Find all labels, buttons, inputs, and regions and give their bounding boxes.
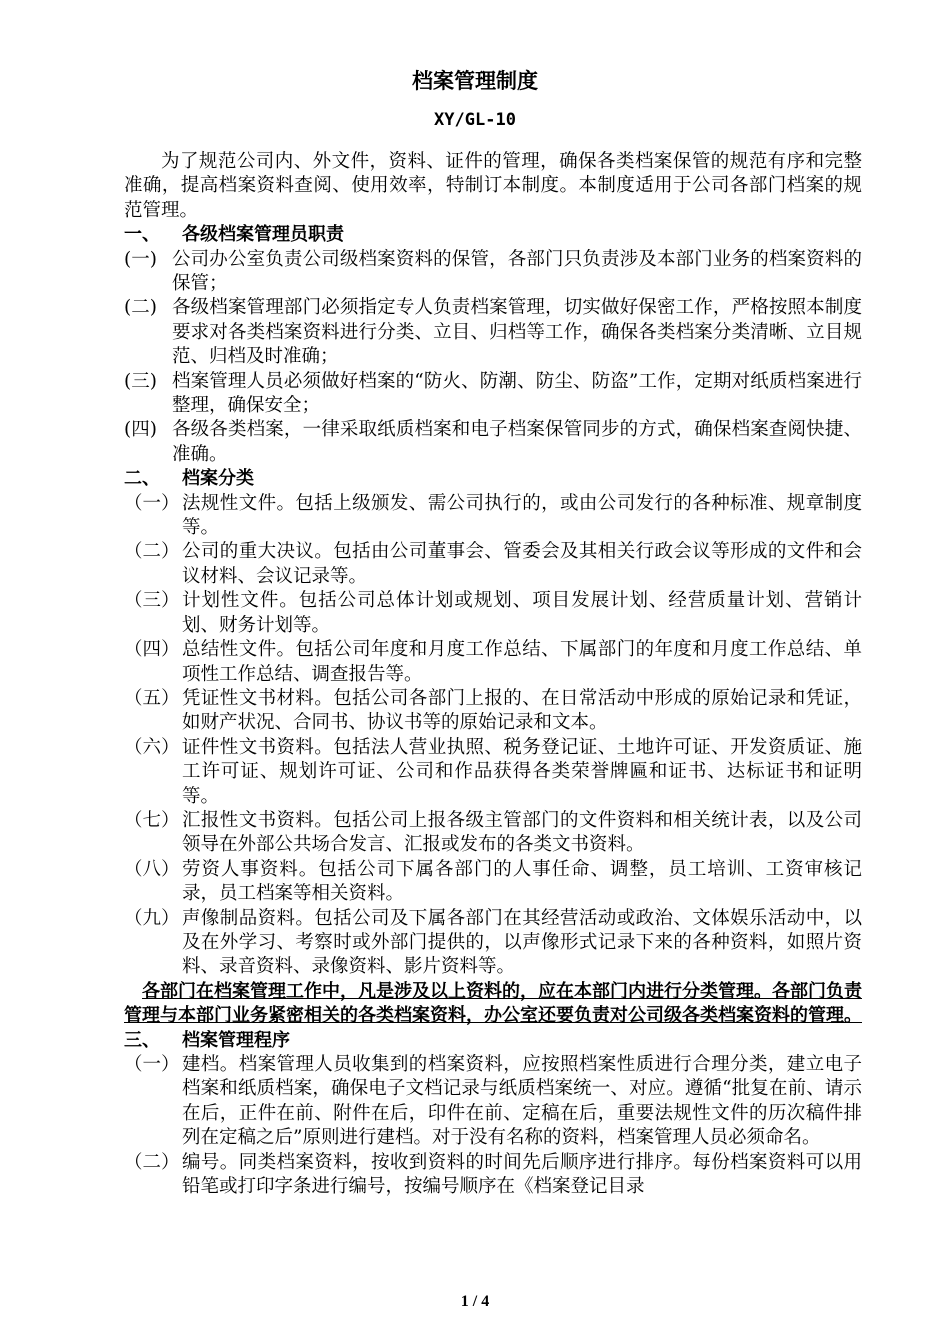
list-marker: (三) [124, 370, 157, 392]
section-heading-1 [124, 223, 862, 247]
list-text: 计划性文件。包括公司总体计划或规划、项目发展计划、经营质量计划、营销计划、财务计划等。 [182, 590, 862, 636]
list-marker: （二） [124, 541, 180, 563]
section-heading-3 [124, 1029, 862, 1053]
section-title: 档案管理程序 [182, 1029, 290, 1051]
emphasis-note: 各部门在档案管理工作中，凡是涉及以上资料的，应在本部门内进行分类管理。各部门负责管理与本部门业务紧密相关的各类档案资料，办公室还要负责对公司级各类档案资料的管理。 [124, 980, 862, 1027]
list-item [124, 370, 862, 419]
document-body [124, 150, 862, 1199]
list-item [124, 1151, 862, 1200]
list-marker: （七） [124, 809, 180, 831]
list-text: 各级各类档案，一律采取纸质档案和电子档案保管同步的方式，确保档案查阅快捷、准确。 [172, 419, 862, 465]
list-marker: (一) [124, 248, 157, 270]
list-text: 公司的重大决议。包括由公司董事会、管委会及其相关行政会议等形成的文件和会议材料、会议记录等。 [182, 541, 862, 587]
list-item [124, 687, 862, 736]
list-text: 编号。同类档案资料，按收到资料的时间先后顺序进行排序。每份档案资料可以用铅笔或打印字条进行编号，按编号顺序在《档案登记目录 [182, 1151, 862, 1198]
list-marker: （一） [124, 1053, 180, 1075]
list-text: 法规性文件。包括上级颁发、需公司执行的，或由公司发行的各种标准、规章制度等。 [182, 492, 862, 539]
list-text: 各级档案管理部门必须指定专人负责档案管理，切实做好保密工作，严格按照本制度要求对各类档案资料进行分类、立目、归档等工作，确保各类档案分类清晰、立目规范、归档及时准确； [172, 297, 862, 368]
list-marker: （九） [124, 907, 180, 929]
section-title: 档案分类 [182, 468, 254, 490]
section-number: 一、 [124, 224, 160, 246]
list-item [124, 1053, 862, 1151]
list-item [124, 736, 862, 809]
list-item [124, 418, 862, 467]
document-code: XY/GL-10 [434, 110, 516, 130]
list-text: 劳资人事资料。包括公司下属各部门的人事任命、调整，员工培训、工资审核记录，员工档案等相关资料。 [182, 858, 862, 905]
list-marker: (二) [124, 297, 157, 319]
list-text: 档案管理人员必须做好档案的“防火、防潮、防尘、防盗”工作，定期对纸质档案进行整理，确保安全； [172, 370, 862, 417]
list-item [124, 907, 862, 980]
list-item [124, 638, 862, 687]
section-title: 各级档案管理员职责 [182, 224, 344, 246]
list-text: 证件性文书资料。包括法人营业执照、税务登记证、土地许可证、开发资质证、施工许可证、规划许可证、公司和作品获得各类荣誉牌匾和证书、达标证书和证明等。 [182, 736, 862, 807]
section-number: 二、 [124, 468, 160, 490]
section-heading-2 [124, 467, 862, 491]
list-item [124, 540, 862, 589]
list-text: 建档。档案管理人员收集到的档案资料，应按照档案性质进行合理分类，建立电子档案和纸质档案，确保电子文档记录与纸质档案统一、对应。遵循“批复在前、请示在后，正件在前、附件在后，印件在前、定稿在后，重要法规性文件的历次稿件排列在定稿之后”原则进行建档。对于没有名称的资料，档案管理人员必须命名。 [182, 1053, 862, 1149]
list-item [124, 492, 862, 541]
list-marker: （五） [124, 687, 180, 709]
list-item [124, 809, 862, 858]
list-text: 总结性文件。包括公司年度和月度工作总结、下属部门的年度和月度工作总结、单项性工作总结、调查报告等。 [182, 639, 862, 685]
list-text: 声像制品资料。包括公司及下属各部门在其经营活动或政治、文体娱乐活动中，以及在外学习、考察时或外部门提供的，以声像形式记录下来的各种资料，如照片资料、录音资料、录像资料、影片资料等。 [182, 907, 862, 978]
list-text: 公司办公室负责公司级档案资料的保管，各部门只负责涉及本部门业务的档案资料的保管； [172, 248, 862, 295]
list-marker: (四) [124, 419, 157, 441]
list-item [124, 296, 862, 369]
list-marker: （一） [124, 492, 180, 514]
list-item [124, 858, 862, 907]
list-text: 凭证性文书材料。包括公司各部门上报的、在日常活动中形成的原始记录和凭证，如财产状况、合同书、协议书等的原始记录和文本。 [182, 687, 862, 734]
list-marker: （二） [124, 1151, 180, 1173]
intro-paragraph: 为了规范公司内、外文件，资料、证件的管理，确保各类档案保管的规范有序和完整准确，提高档案资料查阅、使用效率，特制订本制度。本制度适用于公司各部门档案的规范管理。 [124, 151, 862, 221]
section-number: 三、 [124, 1029, 160, 1051]
list-marker: （三） [124, 590, 180, 612]
list-marker: （四） [124, 639, 180, 661]
page-title: 档案管理制度 [412, 69, 538, 93]
list-marker: （八） [124, 858, 180, 880]
page-number: 1 / 4 [460, 1293, 490, 1310]
list-marker: （六） [124, 736, 180, 758]
list-item [124, 248, 862, 297]
list-item [124, 589, 862, 638]
list-text: 汇报性文书资料。包括公司上报各级主管部门的文件资料和相关统计表，以及公司领导在外部公共场合发言、汇报或发布的各类文书资料。 [182, 809, 862, 856]
